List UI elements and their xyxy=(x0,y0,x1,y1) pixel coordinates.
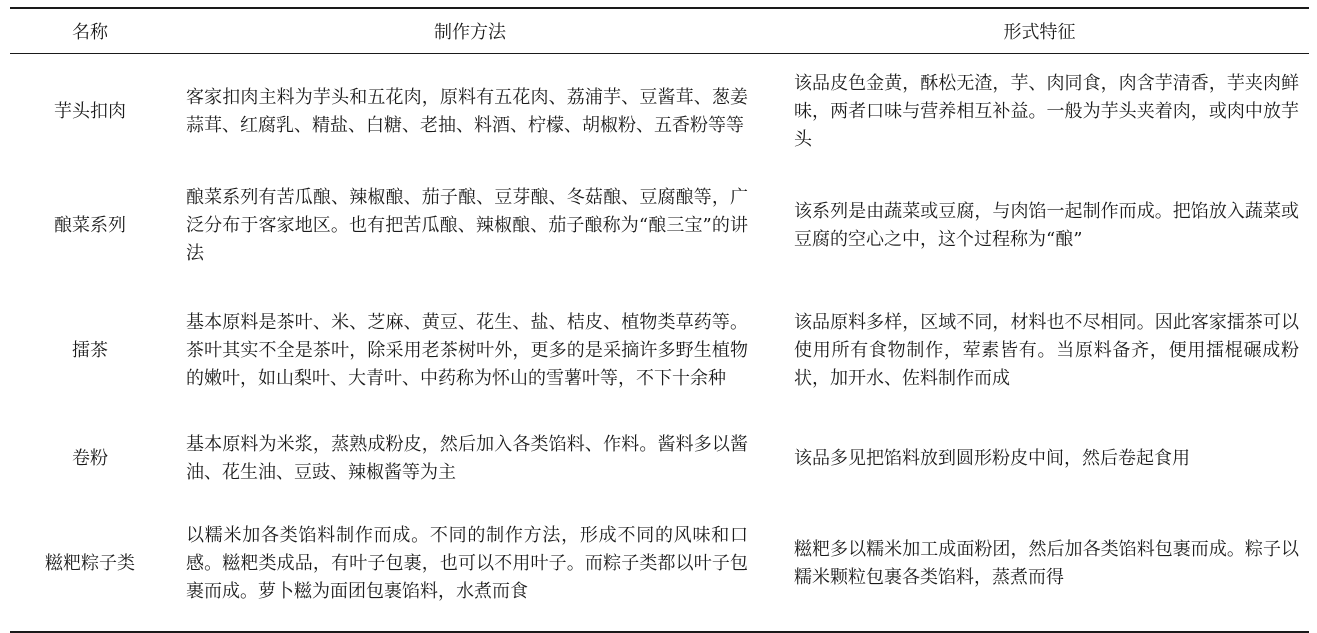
cell-name: 芋头扣肉 xyxy=(54,100,126,122)
hakka-food-table-container xyxy=(10,7,1309,633)
table-row xyxy=(10,498,1309,632)
cell-feature: 该品多见把馅料放到圆形粉皮中间，然后卷起食用 xyxy=(794,447,1190,469)
cell-name: 酿菜系列 xyxy=(54,214,126,236)
cell-name: 擂茶 xyxy=(72,339,108,361)
table-row xyxy=(10,420,1309,498)
cell-name: 糍粑粽子类 xyxy=(45,553,135,574)
header-row xyxy=(10,8,1309,54)
cell-feature: 糍粑多以糯米加工成面粉团，然后加各类馅料包裹而成。粽子以糯米颗粒包裹各类馅料，蒸煮而得 xyxy=(794,539,1299,588)
hakka-food-table xyxy=(10,7,1309,633)
cell-method: 基本原料为米浆，蒸熟成粉皮，然后加入各类馅料、作料。酱料多以酱油、花生油、豆豉、辣椒酱等为主 xyxy=(186,433,748,483)
cell-method: 基本原料是茶叶、米、芝麻、黄豆、花生、盐、桔皮、植物类草药等。茶叶其实不全是茶叶，除采用老茶树叶外，更多的是采摘许多野生植物的嫩叶，如山梨叶、大青叶、中药称为怀山的雪薯叶等，不下十余种 xyxy=(186,311,748,389)
cell-feature: 该品皮色金黄，酥松无渣，芋、肉同食，肉含芋清香，芋夹肉鲜味，两者口味与营养相互补益。一般为芋头夹着肉，或肉中放芋头 xyxy=(794,72,1299,150)
table-row xyxy=(10,170,1309,282)
header-method: 制作方法 xyxy=(434,22,506,43)
table-row xyxy=(10,282,1309,420)
table-body xyxy=(10,54,1309,632)
cell-method: 以糯米加各类馅料制作而成。不同的制作方法，形成不同的风味和口感。糍粑类成品，有叶子包裹，也可以不用叶子。而粽子类都以叶子包裹而成。萝卜糍为面团包裹馅料，水煮而食 xyxy=(186,525,748,602)
cell-method: 客家扣肉主料为芋头和五花肉，原料有五花肉、荔浦芋、豆酱茸、葱姜蒜茸、红腐乳、精盐、白糖、老抽、料酒、柠檬、胡椒粉、五香粉等等 xyxy=(186,86,748,136)
header-name: 名称 xyxy=(72,22,108,43)
cell-feature: 该品原料多样，区域不同，材料也不尽相同。因此客家擂茶可以使用所有食物制作，荤素皆有。当原料备齐，便用擂棍碾成粉状，加开水、佐料制作而成 xyxy=(794,311,1299,389)
table-row xyxy=(10,54,1309,170)
header-feature: 形式特征 xyxy=(1003,22,1076,43)
cell-method: 酿菜系列有苦瓜酿、辣椒酿、茄子酿、豆芽酿、冬菇酿、豆腐酿等，广泛分布于客家地区。也有把苦瓜酿、辣椒酿、茄子酿称为“酿三宝”的讲法 xyxy=(186,186,748,264)
table-header xyxy=(10,8,1309,54)
cell-feature: 该系列是由蔬菜或豆腐，与肉馅一起制作而成。把馅放入蔬菜或豆腐的空心之中，这个过程称为“酿” xyxy=(794,200,1299,250)
cell-name: 卷粉 xyxy=(72,447,108,469)
